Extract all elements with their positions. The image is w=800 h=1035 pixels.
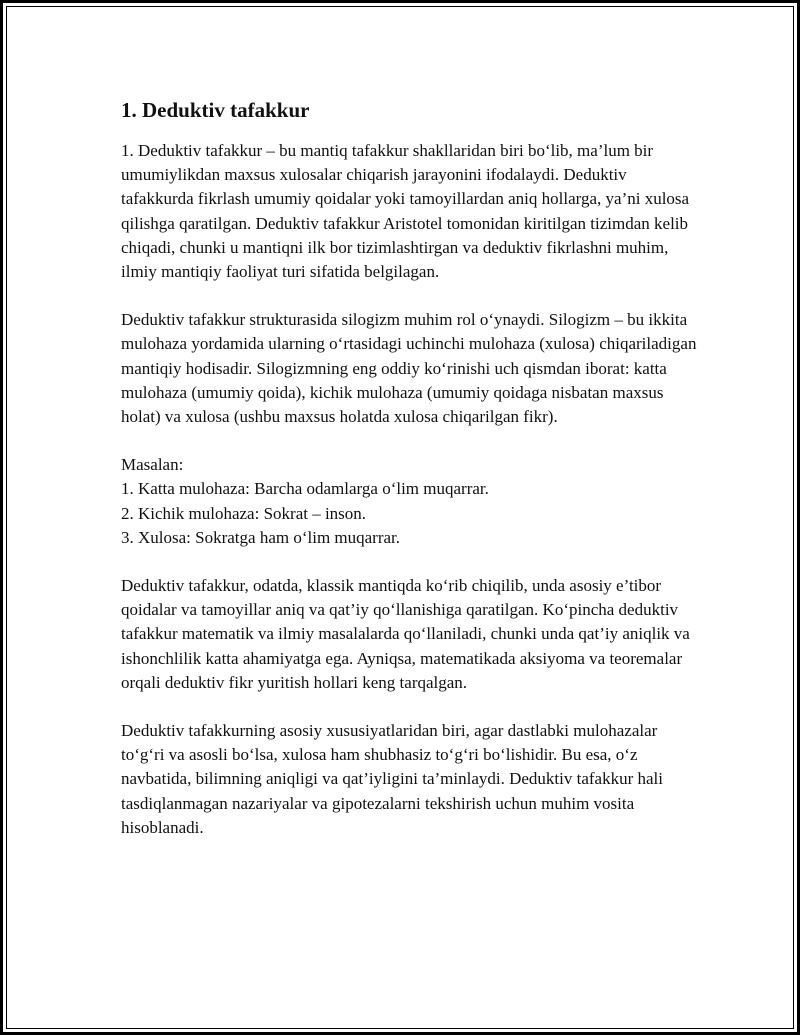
paragraph-key-feature: Deduktiv tafakkurning asosiy xususiyatlaridan biri, agar dastlabki mulohazalar to‘g‘ri va asosli bo‘lsa, xulosa ham shubhasiz to‘g‘ri bo‘lishidir. Bu esa, o‘z navbatida, bilimning aniqligi va qat’iyligini ta’minlaydi. Deduktiv tafakkur hali tasdiqlanmagan nazariyalar va gipotezalarni tekshirish uchun muhim vosita hisoblanadi. xyxy=(121,721,663,837)
example-item-minor: 2. Kichik mulohaza: Sokrat – inson. xyxy=(121,503,367,523)
paragraph-classic-logic: Deduktiv tafakkur, odatda, klassik mantiqda ko‘rib chiqilib, unda asosiy e’tibor qoidalar va tamoyillar aniq va qat’iy qo‘llanishiga qaratilgan. Ko‘pincha deduktiv tafakkur matematik va ilmiy masalalarda qo‘llaniladi, chunki unda qat’iy aniqlik va ishonchlilik katta ahamiyatga ega. Ayniqsa, matematikada aksiyoma va teoremalar orqali deduktiv fikr yuritish hollari keng tarqalgan. xyxy=(121,576,690,692)
document-title: 1. Deduktiv tafakkur xyxy=(121,98,310,122)
example-block xyxy=(121,453,701,550)
paragraph-definition: 1. Deduktiv tafakkur – bu mantiq tafakkur shakllaridan biri bo‘lib, ma’lum bir umumiylikdan maxsus xulosalar chiqarish jarayonini ifodalaydi. Deduktiv tafakkurda fikrlash umumiy qoidalar yoki tamoyillardan aniq hollarga, ya’ni xulosa qilishga qaratilgan. Deduktiv tafakkur Aristotel tomonidan kiritilgan tizimdan kelib chiqadi, chunki u mantiqni ilk bor tizimlashtirgan va deduktiv fikrlashni muhim, ilmiy mantiqiy faoliyat turi sifatida belgilagan. xyxy=(121,141,690,282)
example-item-conclusion: 3. Xulosa: Sokratga ham o‘lim muqarrar. xyxy=(121,527,401,547)
document-content xyxy=(121,95,701,864)
example-heading: Masalan: xyxy=(121,455,184,475)
example-item-major: 1. Katta mulohaza: Barcha odamlarga o‘lim muqarrar. xyxy=(121,479,489,499)
paragraph-syllogism: Deduktiv tafakkur strukturasida silogizm muhim rol o‘ynaydi. Silogizm – bu ikkita mulohaza yordamida ularning o‘rtasidagi uchinchi mulohaza (xulosa) chiqariladigan mantiqiy hodisadir. Silogizmning eng oddiy ko‘rinishi uch qismdan iborat: katta mulohaza (umumiy qoida), kichik mulohaza (umumiy qoidaga nisbatan maxsus holat) va xulosa (ushbu maxsus holatda xulosa chiqarilgan fikr). xyxy=(121,310,697,427)
